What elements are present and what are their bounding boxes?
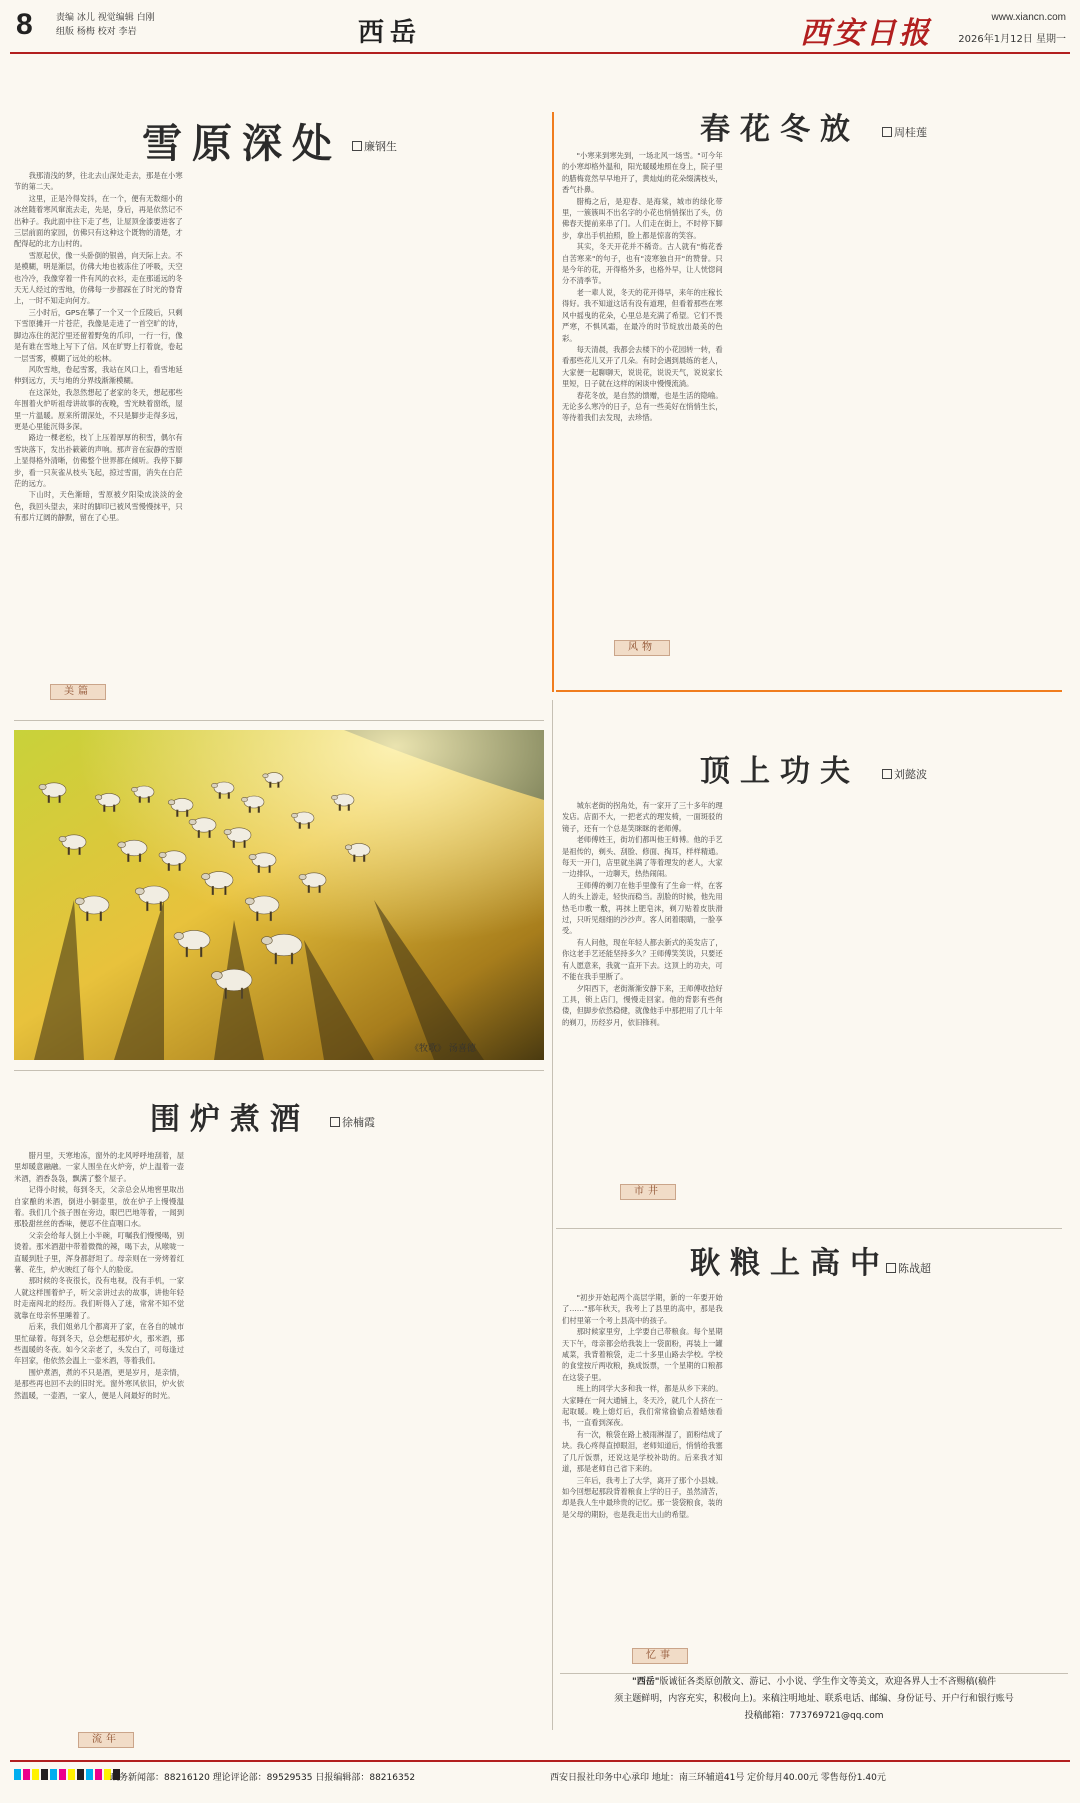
notice-email[interactable]: 投稿邮箱：773769721@qq.com: [744, 1711, 884, 1721]
color-swatch: [59, 1769, 66, 1780]
color-registration-marks: [14, 1769, 120, 1780]
article-title: 围炉煮酒: [150, 1102, 310, 1137]
paragraph: 那时候家里穷，上学要自己带粮食。每个星期天下午，母亲都会给我装上一袋面粉，再装上一罐咸菜，我背着粮袋，走二十多里山路去学校。学校的食堂按斤两收粮，换成饭票，一个星期的口粮都在这袋子里。: [562, 1327, 723, 1382]
row-divider: [14, 720, 544, 721]
submission-notice: [560, 1673, 1068, 1725]
paragraph: 班上的同学大多和我一样，都是从乡下来的。大家睡在一间大通铺上，冬天冷，就几个人挤在一起取暖。晚上熄灯后，我们常常偷偷点着蜡烛看书，一直看到深夜。: [562, 1384, 723, 1428]
paragraph: 记得小时候，每到冬天，父亲总会从地窖里取出自家酿的米酒，倒进小铜壶里，放在炉子上慢慢温着。我们几个孩子围在旁边，眼巴巴地等着，一闻到那股甜丝丝的香味，便忍不住直咽口水。: [14, 1185, 184, 1229]
column-stamp: 风物: [614, 640, 670, 656]
row-divider: [14, 1070, 544, 1071]
paragraph: "小寒来到寒先到，一场北风一场雪。"可今年的小寒却格外温和，阳光暖暖地照在身上，院子里的腊梅竟然早早地开了，黄灿灿的花朵缀满枝头，香气扑鼻。: [562, 151, 723, 195]
article-body: [562, 1292, 1064, 1666]
section-title: 西岳: [358, 18, 423, 48]
color-swatch: [23, 1769, 30, 1780]
color-swatch: [77, 1769, 84, 1780]
paragraph: 那时候的冬夜很长，没有电视，没有手机，一家人就这样围着炉子，听父亲讲过去的故事，讲他年轻时走南闯北的经历。我们听得入了迷，常常不知不觉就靠在母亲怀里睡着了。: [14, 1276, 184, 1320]
paragraph: 我那清浅的梦，往北去山深处走去，那是在小寒节的第二天。: [14, 171, 183, 192]
article-author: 刘懿波: [882, 766, 927, 782]
editor-line-2: 组版 杨梅 校对 李岩: [56, 27, 137, 37]
color-swatch: [32, 1769, 39, 1780]
sheep-photo: [14, 730, 544, 1060]
column-stamp: 市井: [620, 1184, 676, 1200]
sheep-photo-illustration: [14, 730, 544, 1060]
article-title: 顶上功夫: [700, 754, 860, 789]
article-author: 廉钢生: [352, 138, 397, 154]
footer-printing-info: 西安日报社印务中心承印 地址：南三环辅道41号 定价每月40.00元 零售每份1.40元: [550, 1773, 886, 1783]
article-body: [14, 170, 540, 706]
paragraph: 围炉煮酒，煮的不只是酒，更是岁月，是亲情，是那些再也回不去的旧时光。窗外寒风依旧，炉火依然温暖，一壶酒，一家人，便是人间最好的时光。: [14, 1367, 184, 1400]
article-author: 徐楠霞: [330, 1114, 375, 1130]
paragraph: 这里，正是冷得发抖，在一个，便有无数细小的冰丝随着寒风窜流去走，先是，身后，再是依然记不出种子。我此面中往下走了些，让屋顶金漆要进客了三层前面的家园，仿佛只有这种这个既物的清楚，才配得起的北方山村的。: [14, 193, 183, 249]
article-author: 周桂莲: [882, 124, 927, 140]
notice-text: 版诚征各类原创散文、游记、小小说、学生作文等美文，欢迎各界人士不吝赐稿(稿件: [659, 1677, 996, 1687]
page-number: 8: [16, 8, 33, 41]
paragraph: 夕阳西下，老街渐渐安静下来，王师傅收拾好工具，锁上店门，慢慢走回家。他的背影有些佝偻，但脚步依然稳健，就像他手中那把用了几十年的剃刀，历经岁月，依旧锋利。: [562, 983, 723, 1027]
footer-contacts: 政务新闻部：88216120 理论评论部：89529535 日报编辑部：88216352: [110, 1773, 416, 1783]
column-stamp: 流年: [78, 1732, 134, 1748]
paragraph: 老一辈人说，冬天的花开得早，来年的庄稼长得好。我不知道这话有没有道理，但看着那些在寒风中摇曳的花朵，心里总是充满了希望。它们不畏严寒，不惧风霜，在最冷的时节绽放出最美的色彩。: [562, 287, 723, 343]
paragraph: 三小时后，GPS在攀了一个又一个丘陵后，只剩下雪原摊开一片苍茫，我像是走进了一首空旷的诗，脚边冻住的泥泞里还留着野兔的爪印，一行一行，像是有谁在雪地上写下了信。风在旷野上打着旋，卷起一层雪雾，模糊了远处的松林。: [14, 307, 183, 363]
paragraph: 其实，冬天开花并不稀奇。古人就有"梅花香自苦寒来"的句子，也有"凌寒独自开"的赞誉。只是今年的花，开得格外多，也格外早，让人恍惚间分不清季节。: [562, 242, 723, 286]
column-stamp: 美篇: [50, 684, 106, 700]
color-swatch: [50, 1769, 57, 1780]
paragraph: 雪原起伏，像一头卧倒的银兽，向天际上去。不是模糊，明是渐层，仿佛大地也被冻住了呼吸，天空也冷冷，我像穿着一件有风的衣衫，走在那遥远的冬天无人经过的雪地，仿佛每一步都踩在了时光的脊背上，一时不知走向何方。: [14, 250, 183, 306]
row-divider-accent: [556, 690, 1062, 692]
website-url[interactable]: www.xiancn.com: [991, 12, 1066, 23]
paragraph: 每天清晨，我都会去楼下的小花园转一转，看看那些花儿又开了几朵。有时会遇到晨练的老人，大家便一起聊聊天，说说花，说说天气，说说家长里短，日子就在这样的闲谈中慢慢流淌。: [562, 344, 723, 389]
newspaper-logo: 西安日报: [800, 16, 932, 51]
article-title: 春花冬放: [700, 112, 860, 147]
paragraph: 腊梅之后，是迎春、是海棠，城市的绿化带里，一簇簇叫不出名字的小花也悄悄探出了头，仿佛春天提前来串了门。人们走在街上，不时停下脚步，拿出手机拍照，脸上都是惊喜的笑容。: [562, 196, 723, 240]
paragraph: 有一次，粮袋在路上被雨淋湿了，面粉结成了块。我心疼得直掉眼泪，老师知道后，悄悄给我塞了几斤饭票，还说这是学校补助的。后来我才知道，那是老师自己省下来的。: [562, 1429, 723, 1474]
page-header: [10, 8, 1070, 54]
paragraph: 城东老街的拐角处，有一家开了三十多年的理发店。店面不大，一把老式的理发椅，一面斑驳的镜子，还有一个总是笑眯眯的老师傅。: [562, 801, 723, 833]
paragraph: 有人问他，现在年轻人都去新式的美发店了，你这老手艺还能坚持多久？王师傅笑笑说，只要还有人愿意来，我就一直开下去。这顶上的功夫，可不能在我手里断了。: [562, 937, 723, 982]
paragraph: 父亲会给每人倒上小半碗，叮嘱我们慢慢喝，别烫着。那米酒甜中带着微微的辣，喝下去，从喉咙一直暖到肚子里，浑身都舒坦了。母亲则在一旁烤着红薯、花生，炉火映红了每个人的脸庞。: [14, 1230, 184, 1275]
article-body: [562, 800, 1064, 1220]
editor-credits: [56, 11, 206, 39]
notice-line-1: [560, 1674, 1068, 1691]
color-swatch: [95, 1769, 102, 1780]
paragraph: 王师傅的剃刀在他手里像有了生命一样，在客人的头上游走，轻快而稳当。刮脸的时候，他先用热毛巾敷一敷，再抹上肥皂沫，剃刀贴着皮肤滑过，只听见细细的沙沙声。客人闭着眼睛，一脸享受。: [562, 880, 723, 936]
paragraph: "初步开始起两个高层学期，新的一年要开始了……"那年秋天，我考上了县里的高中，那是我们村里第一个考上县高中的孩子。: [562, 1293, 723, 1325]
article-body: [14, 1150, 544, 1750]
article-author: 陈战超: [886, 1260, 931, 1276]
photo-caption: 《牧歌》 汤喜德: [410, 1044, 476, 1054]
article-title: 雪原深处: [142, 120, 342, 167]
paragraph: 在这深处，我忽然想起了老家的冬天，想起那些年围着火炉听祖母讲故事的夜晚，雪光映着窗纸，屋里一片温暖。原来所谓深处，不只是脚步走得多远，更是心里能沉得多深。: [14, 387, 183, 431]
color-swatch: [68, 1769, 75, 1780]
notice-line-2: 须主题鲜明，内容充实，积极向上)。来稿注明地址、联系电话、邮编、身份证号、开户行和银行账号: [614, 1694, 1014, 1704]
paragraph: 后来，我们姐弟几个都离开了家，在各自的城市里忙碌着。每到冬天，总会想起那炉火，那米酒，那些温暖的冬夜。如今父亲老了，头发白了，可每逢过年回家，他依然会温上一壶米酒，等着我们。: [14, 1322, 184, 1366]
notice-column-name: "西岳": [632, 1677, 660, 1687]
column-divider: [552, 700, 553, 1730]
page-footer: [10, 1760, 1070, 1794]
paragraph: 路边一棵老松，枝丫上压着厚厚的积雪，偶尔有雪块落下，发出扑簌簌的声响。那声音在寂静的雪原上显得格外清晰，仿佛整个世界都在倾听。我停下脚步，看一只灰雀从枝头飞起，掠过雪面，消失在白茫茫的远方。: [14, 433, 183, 488]
paragraph: 春花冬放，是自然的馈赠，也是生活的隐喻。无论多么寒冷的日子，总有一些美好在悄悄生长，等待着我们去发现，去珍惜。: [562, 390, 723, 423]
color-swatch: [86, 1769, 93, 1780]
column-divider-accent: [552, 112, 554, 692]
color-swatch: [41, 1769, 48, 1780]
row-divider: [556, 1228, 1062, 1229]
color-swatch: [14, 1769, 21, 1780]
paragraph: 老师傅姓王，街坊们都叫他王师傅。他的手艺是祖传的，剃头、刮脸、修面、掏耳，样样精通。每天一开门，店里就坐满了等着理发的老人，大家一边排队，一边聊天，热热闹闹。: [562, 835, 723, 879]
article-title: 耿粮上高中: [690, 1246, 890, 1281]
paragraph: 三年后，我考上了大学，离开了那个小县城。如今回想起那段背着粮食上学的日子，虽然清苦，却是我人生中最珍贵的记忆。那一袋袋粮食，装的是父母的期盼，也是我走出大山的希望。: [562, 1475, 723, 1519]
paragraph: 腊月里，天寒地冻，窗外的北风呼呼地刮着，屋里却暖意融融。一家人围坐在火炉旁，炉上温着一壶米酒，酒香袅袅，飘满了整个屋子。: [14, 1151, 184, 1183]
editor-line-1: 责编 冰儿 视觉编辑 白刚: [56, 13, 155, 23]
column-stamp: 忆事: [632, 1648, 688, 1664]
issue-date: 2026年1月12日 星期一: [958, 34, 1066, 45]
paragraph: 下山时，天色渐暗，雪原被夕阳染成淡淡的金色，我回头望去，来时的脚印已被风雪慢慢抹平，只有那片辽阔的静默，留在了心里。: [14, 490, 183, 523]
paragraph: 风吹雪地，卷起雪雾，我站在风口上，看雪地延伸到远方，天与地的分界线渐渐模糊。: [14, 364, 183, 386]
article-body: [562, 150, 1064, 680]
